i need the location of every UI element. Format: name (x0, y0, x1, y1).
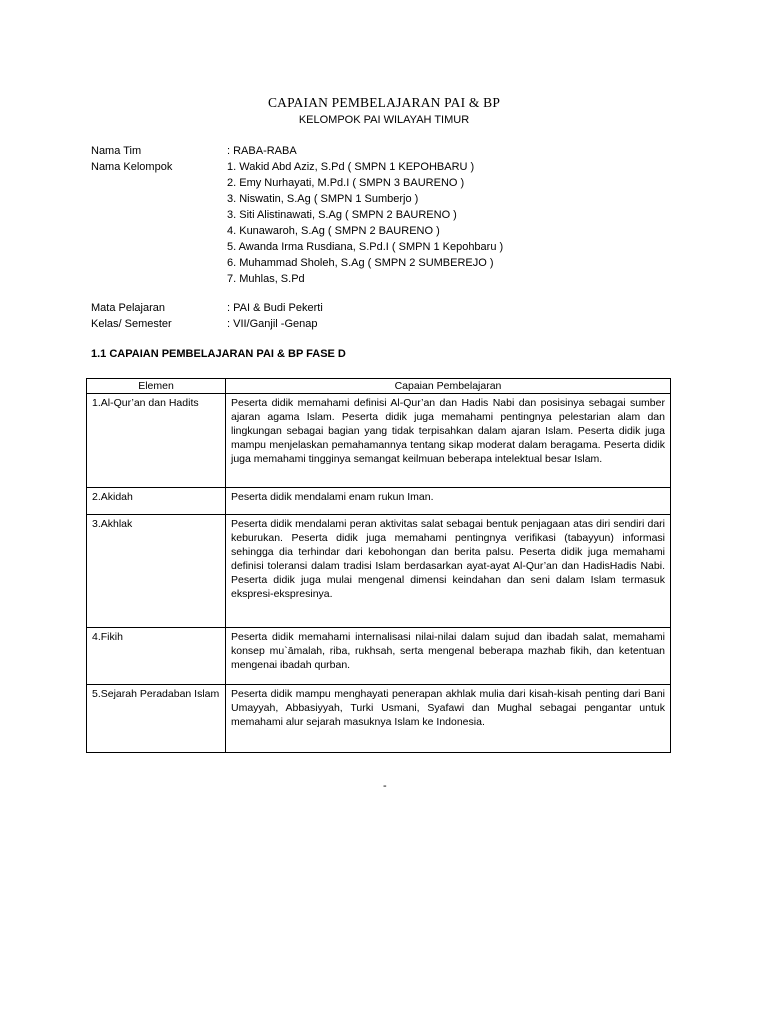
outcome-cell: Peserta didik memahami internalisasi nilai-nilai dalam sujud dan ibadah salat, memahami konsep mu`āmalah, riba, rukhsah, serta mengenal beberapa mazhab fikih, dan ketentuan mengenai ibadah qurban. (226, 628, 671, 685)
group-member: 3. Niswatin, S.Ag ( SMPN 1 Sumberjo ) (227, 193, 419, 205)
team-name-value: : RABA-RABA (227, 145, 297, 157)
outcome-cell: Peserta didik memahami definisi Al-Qur’an dan Hadis Nabi dan posisinya sebagai sumber ajaran agama Islam. Peserta didik juga memahami pentingnya pelestarian alam dan lingkungan sebagai bagian yang tidak terpisahkan dalam ajaran Islam. Peserta didik juga mampu menjelaskan pemahamannya tentang sikap moderat dalam beragama. Peserta didik juga memahami tingginya semangat keilmuan beberapa intelektual besar Islam. (226, 394, 671, 488)
header-element: Elemen (87, 379, 226, 394)
subject-value: : PAI & Budi Pekerti (227, 302, 323, 314)
document-title: CAPAIAN PEMBELAJARAN PAI & BP (267, 95, 501, 110)
element-cell: 2.Akidah (87, 488, 226, 515)
table-row (87, 628, 671, 685)
document-subtitle: KELOMPOK PAI WILAYAH TIMUR (298, 114, 470, 126)
element-cell: 4.Fikih (87, 628, 226, 685)
header-outcome: Capaian Pembelajaran (226, 379, 671, 394)
learning-outcomes-table (86, 378, 671, 753)
outcome-cell: Peserta didik mendalami peran aktivitas salat sebagai bentuk penjagaan atas diri sendiri dari keburukan. Peserta didik juga memahami pentingnya verifikasi (tabayyun) informasi sehingga dia terhindar dari kebohongan dan berita palsu. Peserta didik juga memahami definisi toleransi dalam tradisi Islam berdasarkan ayat-ayat Al-Qur’an dan HadisHadis Nabi. Peserta didik juga mulai mengenal dimensi keindahan dan seni dalam Islam termasuk ekspresi-ekspresinya. (226, 515, 671, 628)
group-member: 7. Muhlas, S.Pd (227, 273, 305, 285)
table-row (87, 685, 671, 753)
group-member: 2. Emy Nurhayati, M.Pd.I ( SMPN 3 BAURENO ) (227, 177, 465, 189)
element-cell: 5.Sejarah Peradaban Islam (87, 685, 226, 753)
group-member: 6. Muhammad Sholeh, S.Ag ( SMPN 2 SUMBEREJO ) (227, 257, 494, 269)
group-member: 3. Siti Alistinawati, S.Ag ( SMPN 2 BAURENO ) (227, 209, 457, 221)
element-cell: 1.Al-Qur’an dan Hadits (87, 394, 226, 488)
element-cell: 3.Akhlak (87, 515, 226, 628)
group-member: 5. Awanda Irma Rusdiana, S.Pd.I ( SMPN 1 Kepohbaru ) (227, 241, 504, 253)
group-member: 1. Wakid Abd Aziz, S.Pd ( SMPN 1 KEPOHBARU ) (227, 161, 475, 173)
outcome-cell: Peserta didik mendalami enam rukun Iman. (226, 488, 671, 515)
table-row (87, 515, 671, 628)
team-name-label: Nama Tim (91, 145, 142, 157)
table-header-row (87, 379, 671, 394)
outcome-cell: Peserta didik mampu menghayati penerapan akhlak mulia dari kisah-kisah penting dari Bani Umayyah, Abbasiyyah, Turki Usmani, Syafawi dan Mughal sebagai pengantar untuk memahami alur sejarah masuknya Islam ke Indonesia. (226, 685, 671, 753)
class-value: : VII/Ganjil -Genap (227, 318, 318, 330)
class-label: Kelas/ Semester (91, 318, 172, 330)
section-heading: 1.1 CAPAIAN PEMBELAJARAN PAI & BP FASE D (91, 348, 346, 360)
group-member: 4. Kunawaroh, S.Ag ( SMPN 2 BAURENO ) (227, 225, 440, 237)
table-row (87, 488, 671, 515)
footer-mark: - (383, 780, 387, 792)
group-label: Nama Kelompok (91, 161, 173, 173)
table-row (87, 394, 671, 488)
subject-label: Mata Pelajaran (91, 302, 165, 314)
